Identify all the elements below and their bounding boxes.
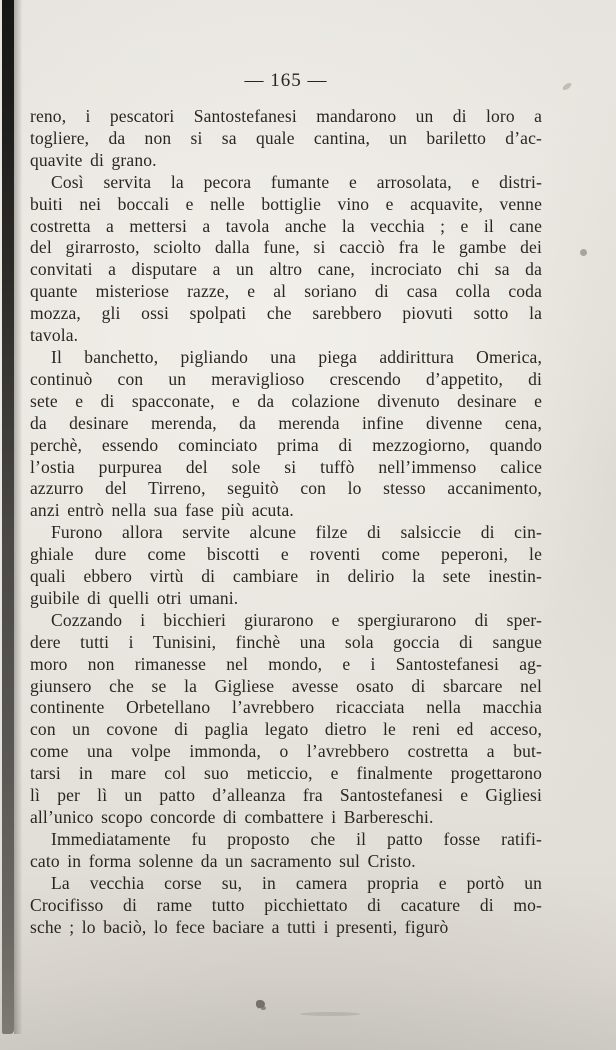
text-line: reno, i pescatori Santostefanesi mandarono un di loro a: [30, 106, 542, 126]
text-line: da desinare merenda, da merenda infine divenne cena,: [30, 412, 542, 433]
text-line: dere tutti i Tunisini, finchè una sola goccia di sangue: [30, 631, 542, 652]
text-line: mozza, gli ossi spolpati che sarebbero piovuti sotto la: [30, 303, 542, 324]
text-line: continente Orbetellano l’avrebbero ricacciata nella macchia: [30, 697, 542, 718]
text-line: sete e di spacconate, e da colazione divenuto desinare e: [30, 390, 542, 411]
paragraph: [30, 106, 542, 172]
paragraph: [30, 172, 542, 347]
book-binding-shadow: [2, 0, 14, 1034]
paragraph: [30, 829, 542, 873]
text-line: continuò con un meraviglioso crescendo d’appetito, di: [30, 368, 542, 389]
text-line: come una volpe immonda, o l’avrebbero costretta a but-: [30, 741, 542, 762]
text-line: quante misteriose razze, e al soriano di casa colla coda: [30, 281, 542, 302]
text-line: quavite di grano.: [30, 149, 157, 170]
text-line: perchè, essendo cominciato prima di mezzogiorno, quando: [30, 434, 542, 455]
page-number-header: — 165 —: [244, 70, 328, 91]
text-line: del girarrosto, sciolto dalla fune, si cacciò fra le gambe dei: [30, 237, 542, 258]
text-line: costretta a mettersi a tavola anche la vecchia ; e il cane: [30, 215, 542, 236]
text-line: guibile di quelli otri umani.: [30, 587, 239, 608]
paragraph: [30, 347, 542, 522]
ink-speck: [256, 1000, 265, 1008]
text-line: Cozzando i bicchieri giurarono e spergiurarono di sper-: [51, 609, 542, 630]
text-line: l’ostia purpurea del sole si tuffò nell’immenso calice: [30, 456, 542, 477]
text-line: buiti nei boccali e nelle bottiglie vino e acquavite, venne: [30, 193, 542, 214]
text-line: giunsero che se la Gigliese avesse osato di sbarcare nel: [30, 675, 542, 696]
text-line: con un covone di paglia legato dietro le reni ed acceso,: [30, 719, 542, 740]
text-line: tavola.: [30, 325, 79, 346]
text-line: all’unico scopo concorde di combattere i Barbereschi.: [30, 807, 434, 827]
paragraph: [30, 522, 542, 610]
paper-smudge: [300, 1012, 360, 1016]
text-line: anzi entrò nella sua fase più acuta.: [30, 500, 294, 521]
text-block: [30, 106, 542, 938]
ink-speck: [580, 249, 587, 256]
text-line: sche ; lo baciò, lo fece baciare a tutti i presenti, figurò: [30, 916, 449, 937]
text-line: Così servita la pecora fumante e arrosolata, e distri-: [51, 171, 542, 192]
text-line: convitati a disputare a un altro cane, incrociato chi sa da: [30, 259, 542, 280]
text-line: Furono allora servite alcune filze di salsiccie di cin-: [51, 522, 542, 543]
text-line: quali ebbero virtù di cambiare in delirio la sete inestin-: [30, 566, 542, 587]
book-binding-shadow-soft: [14, 0, 24, 1034]
text-line: azzurro del Tirreno, seguitò con lo stesso accanimento,: [30, 478, 542, 499]
ink-speck: [561, 82, 572, 92]
text-line: Il banchetto, pigliando una piega addirittura Omerica,: [51, 346, 542, 367]
text-line: togliere, da non si sa quale cantina, un bariletto d’ac-: [30, 127, 542, 148]
text-line: Immediatamente fu proposto che il patto fosse ratifi-: [51, 828, 542, 849]
text-line: Crocifisso di rame tutto picchiettato di cacature di mo-: [30, 894, 542, 915]
text-line: ghiale dure come biscotti e roventi come peperoni, le: [30, 544, 542, 565]
text-line: cato in forma solenne da un sacramento sul Cristo.: [30, 850, 416, 871]
text-line: lì per lì un patto d’alleanza fra Santostefanesi e Gigliesi: [30, 785, 542, 806]
paragraph: [30, 610, 542, 829]
text-line: La vecchia corse su, in camera propria e portò un: [51, 872, 542, 893]
text-line: moro non rimanesse nel mondo, e i Santostefanesi ag-: [30, 653, 542, 674]
paragraph: [30, 873, 542, 939]
text-line: tarsi in mare col suo meticcio, e finalmente progettarono: [30, 763, 542, 784]
